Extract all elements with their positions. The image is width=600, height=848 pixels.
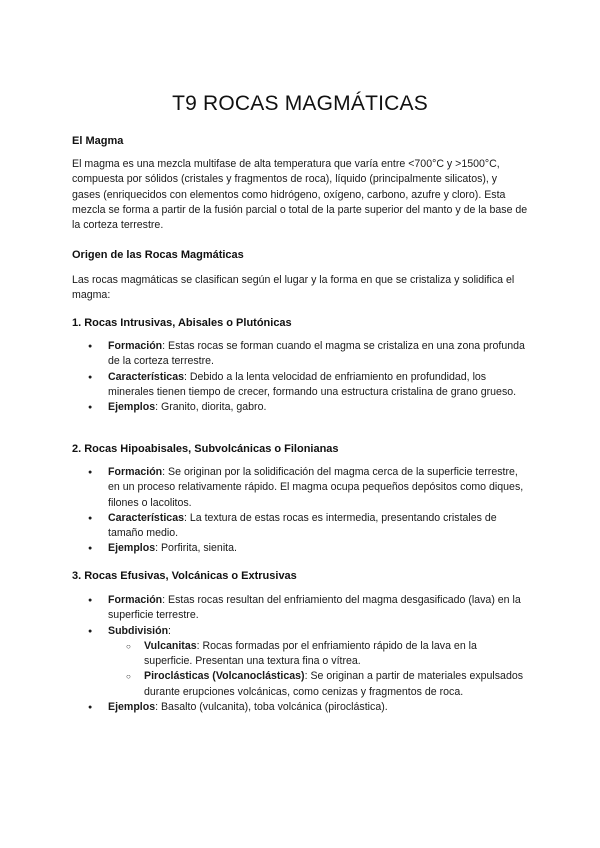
- item-label: Formación: [108, 340, 163, 352]
- item-label: Subdivisión: [108, 624, 169, 637]
- item-text: : Porfirita, sienita.: [155, 542, 237, 555]
- item-text: : Granito, diorita, gabro.: [155, 401, 267, 414]
- magma-heading: El Magma: [72, 135, 124, 147]
- item-text: : Estas rocas resultan del enfriamiento del magma desgasificado (lava) en la superficie terrestre.: [108, 594, 521, 622]
- list-item: [72, 465, 528, 511]
- sub-list-item: [108, 669, 528, 700]
- list-item: [72, 339, 528, 370]
- list-item: [72, 700, 528, 715]
- item-label: Características: [108, 511, 184, 524]
- origen-heading: Origen de las Rocas Magmáticas: [72, 249, 244, 261]
- origen-paragraph: Las rocas magmáticas se clasifican según el lugar y la forma en que se cristaliza y solidifica el magma:: [72, 274, 515, 302]
- item-label: Ejemplos: [108, 542, 156, 555]
- page-title: T9 ROCAS MAGMÁTICAS: [172, 92, 428, 115]
- item-label: Formación: [108, 466, 163, 478]
- section-1-heading: 1. Rocas Intrusivas, Abisales o Plutónicas: [72, 317, 292, 329]
- list-item: [72, 541, 528, 556]
- item-label: Piroclásticas (Volcanoclásticas): [144, 670, 305, 683]
- list-item: [72, 511, 528, 542]
- magma-paragraph: El magma es una mezcla multifase de alta temperatura que varía entre <700°C y >1500°C, compuesta por sólidos (cristales y fragmentos de roca), líquido (principalmente silicatos), y gases (enriquecidos con elementos como hidrógeno, oxígeno, carbono, azufre y cloro). Esta mezcla se forma a partir de la fusión parcial o total de la parte superior del manto y de la base de la corteza terrestre.: [72, 158, 528, 232]
- item-label: Características: [108, 370, 184, 383]
- item-text: : Se originan a partir de materiales expulsados durante erupciones volcánicas, como cenizas y fragmentos de roca.: [144, 670, 524, 698]
- subdivision-list: [108, 639, 528, 700]
- item-label: Ejemplos: [108, 401, 156, 414]
- item-text: : Debido a la lenta velocidad de enfriamiento en profundidad, los minerales tienen tiempo de crecer, formando una estructura cristalina de grano grueso.: [108, 370, 517, 398]
- item-label: Ejemplos: [108, 701, 156, 714]
- section-2-list: [72, 465, 528, 557]
- item-text: : Se originan por la solidificación del magma cerca de la superficie terrestre, en un proceso relativamente rápido. El magma ocupa pequeños depósitos como diques, filones o lacolitos.: [108, 466, 524, 509]
- section-2-heading: 2. Rocas Hipoabisales, Subvolcánicas o Filonianas: [72, 443, 339, 455]
- list-item: [72, 370, 528, 401]
- list-item: [72, 624, 528, 700]
- section-3-list: [72, 593, 528, 715]
- section-3-heading: 3. Rocas Efusivas, Volcánicas o Extrusivas: [72, 570, 297, 582]
- item-label: Formación: [108, 594, 163, 606]
- item-text: : Basalto (vulcanita), toba volcánica (piroclástica).: [155, 701, 388, 714]
- item-text: : La textura de estas rocas es intermedia, presentando cristales de tamaño medio.: [108, 511, 497, 540]
- item-text: : Estas rocas se forman cuando el magma se cristaliza en una zona profunda de la corteza terrestre.: [108, 340, 525, 368]
- sub-list-item: [108, 639, 528, 670]
- section-1-list: [72, 339, 528, 415]
- item-text: :: [168, 624, 171, 637]
- item-label: Vulcanitas: [144, 639, 197, 652]
- list-item: [72, 593, 528, 624]
- list-item: [72, 400, 528, 415]
- item-text: : Rocas formadas por el enfriamiento rápido de la lava en la superficie. Presentan una textura fina o vítrea.: [144, 639, 477, 668]
